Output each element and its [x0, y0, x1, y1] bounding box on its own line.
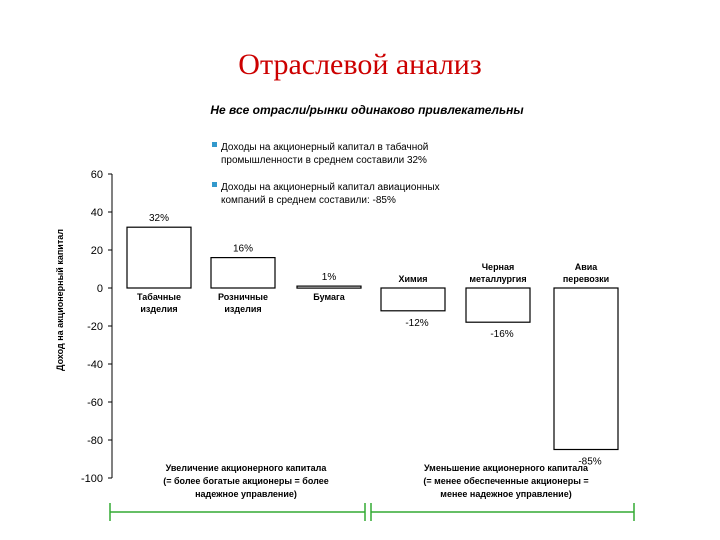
- data-label: -85%: [578, 456, 602, 468]
- data-label: 32%: [148, 213, 170, 225]
- annotation-text: Доходы на акционерный капитал в табачной: [221, 142, 429, 153]
- bar: [381, 288, 445, 311]
- y-tick-label: -60: [87, 397, 103, 409]
- y-tick-label: 0: [96, 283, 103, 295]
- category-label: Розничные: [218, 292, 268, 302]
- y-tick-label: -80: [87, 435, 103, 447]
- group-label: надежное управление): [195, 489, 297, 499]
- group-label: (= более богатые акционеры = более: [163, 476, 329, 486]
- bar: [466, 288, 530, 322]
- annotation-text: компаний в среднем составили: -85%: [221, 195, 396, 206]
- bullet-icon: [212, 182, 217, 187]
- category-label: Авиа: [574, 262, 598, 272]
- bar: [297, 286, 361, 288]
- category-label: изделия: [140, 304, 178, 314]
- annotation-text: Доходы на акционерный капитал авиационных: [221, 182, 440, 193]
- data-label: 1%: [321, 272, 337, 284]
- bullet-icon: [212, 142, 217, 147]
- y-tick-label: -40: [87, 359, 103, 371]
- data-label: -12%: [405, 317, 429, 329]
- slide-title: Отраслевой анализ: [238, 48, 482, 81]
- category-label: Табачные: [137, 292, 181, 302]
- group-label: Увеличение акционерного капитала: [165, 463, 327, 473]
- category-label: изделия: [224, 304, 262, 314]
- y-tick-label: -100: [80, 473, 103, 485]
- group-label: (= менее обеспеченные акционеры =: [423, 476, 589, 486]
- data-label: 16%: [232, 243, 254, 255]
- y-tick-label: 20: [90, 245, 103, 257]
- category-label: металлургия: [469, 274, 527, 284]
- bar: [554, 288, 618, 450]
- annotation-text: промышленности в среднем составили 32%: [221, 155, 427, 166]
- chart-title: Не все отрасли/рынки одинаково привлекательны: [210, 103, 524, 117]
- bar: [127, 227, 191, 288]
- category-label: Химия: [398, 274, 428, 284]
- data-label: -16%: [490, 329, 514, 341]
- y-tick-label: -20: [87, 321, 103, 333]
- y-tick-label: 60: [90, 169, 103, 181]
- y-tick-label: 40: [90, 207, 103, 219]
- group-label: менее надежное управление): [440, 489, 572, 499]
- y-axis-label: Доход на акционерный капитал: [55, 229, 65, 371]
- bar: [211, 258, 275, 288]
- category-label: Черная: [481, 262, 515, 272]
- group-label: Уменьшение акционерного капитала: [424, 463, 588, 473]
- category-label: Бумага: [313, 292, 345, 302]
- category-label: перевозки: [562, 274, 610, 284]
